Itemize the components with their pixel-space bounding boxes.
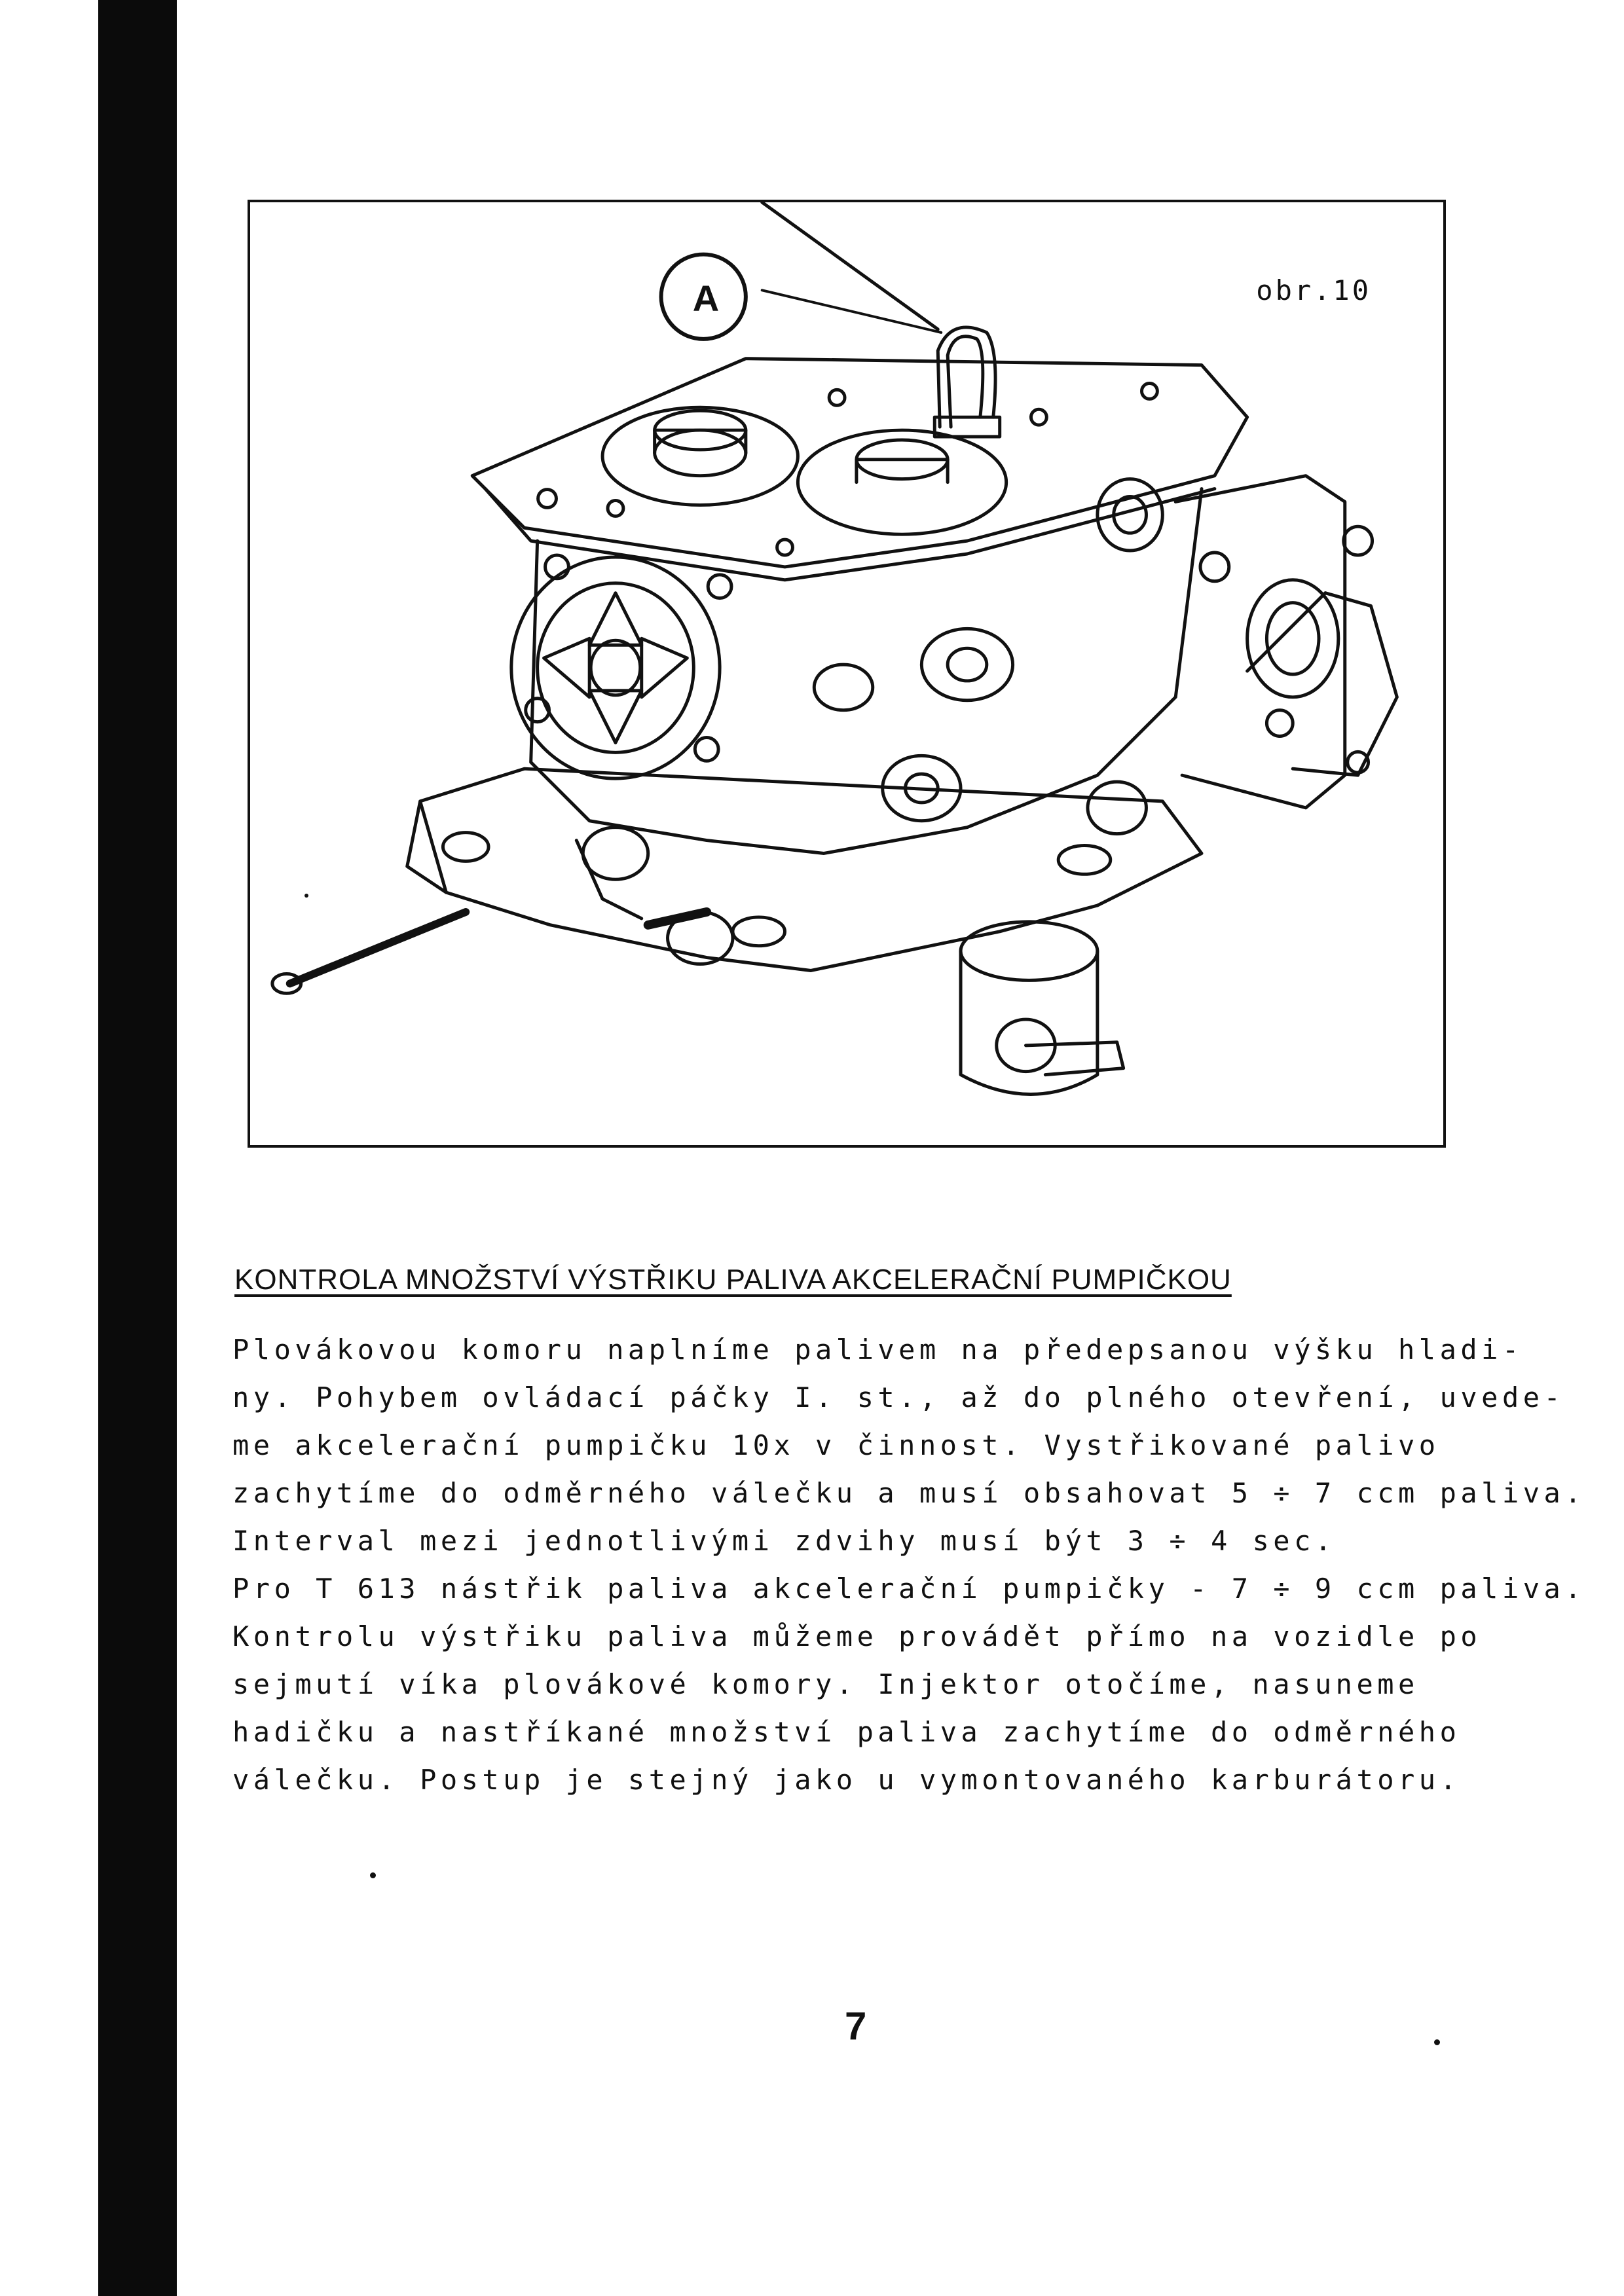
scan-speck	[304, 894, 308, 898]
text-line: hadičku a nastříkané množství paliva zachytíme do odměrného	[232, 1716, 1461, 1748]
callout-label: A	[692, 277, 720, 319]
binding-edge	[98, 0, 177, 2296]
text-line: sejmutí víka plovákové komory. Injektor otočíme, nasuneme	[232, 1668, 1419, 1700]
text-line: Pro T 613 nástřik paliva akcelerační pumpičky - 7 ÷ 9 ccm paliva.	[232, 1573, 1586, 1605]
scan-speck	[370, 1872, 376, 1878]
carburetor-illustration	[250, 202, 1443, 1145]
body-paragraph	[232, 1326, 1586, 1804]
text-line: me akcelerační pumpičku 10x v činnost. Vystřikované palivo	[232, 1429, 1440, 1461]
text-line: ny. Pohybem ovládací páčky I. st., až do plného otevření, uvede-	[232, 1381, 1565, 1413]
text-line: válečku. Postup je stejný jako u vymontovaného karburátoru.	[232, 1764, 1461, 1796]
text-line: Plovákovou komoru naplníme palivem na předepsanou výšku hladi-	[232, 1334, 1523, 1366]
page-number: 7	[845, 2004, 867, 2048]
section-heading: KONTROLA MNOŽSTVÍ VÝSTŘIKU PALIVA AKCELERAČNÍ PUMPIČKOU	[234, 1264, 1232, 1296]
text-line: zachytíme do odměrného válečku a musí obsahovat 5 ÷ 7 ccm paliva.	[232, 1477, 1586, 1509]
text-line: Interval mezi jednotlivými zdvihy musí být 3 ÷ 4 sec.	[232, 1525, 1336, 1557]
figure-label: obr.10	[1256, 274, 1371, 306]
text-line: Kontrolu výstřiku paliva můžeme provádět přímo na vozidle po	[232, 1620, 1482, 1652]
scan-speck	[1434, 2039, 1440, 2045]
carburetor-figure	[248, 200, 1446, 1148]
